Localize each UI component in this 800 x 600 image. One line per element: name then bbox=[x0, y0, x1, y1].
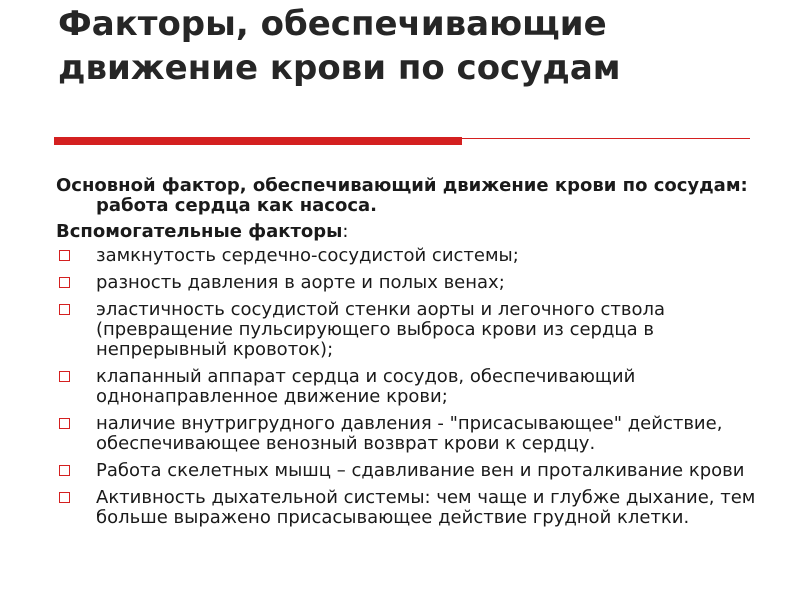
list-item bbox=[56, 246, 756, 266]
list-item-text: Активность дыхательной системы: чем чаще и глубже дыхание, тем больше выражено присасывающее действие грудной клетки. bbox=[96, 487, 756, 528]
secondary-factors-heading bbox=[56, 222, 756, 242]
list-item-text: Работа скелетных мышц – сдавливание вен и проталкивание крови bbox=[96, 460, 745, 481]
list-item-text: наличие внутригрудного давления - "присасывающее" действие, обеспечивающее венозный возврат крови к сердцу. bbox=[96, 413, 723, 454]
square-bullet-icon bbox=[59, 304, 70, 315]
list-item bbox=[56, 488, 756, 528]
square-bullet-icon bbox=[59, 492, 70, 503]
square-bullet-icon bbox=[59, 465, 70, 476]
list-item bbox=[56, 273, 756, 293]
square-bullet-icon bbox=[59, 418, 70, 429]
list-item-text: разность давления в аорте и полых венах; bbox=[96, 272, 505, 293]
list-item bbox=[56, 461, 756, 481]
list-item-text: клапанный аппарат сердца и сосудов, обеспечивающий однонаправленное движение крови; bbox=[96, 366, 636, 407]
list-item bbox=[56, 414, 756, 454]
list-item-text: эластичность сосудистой стенки аорты и легочного ствола (превращение пульсирующего выброса крови из сердца в непрерывный кровоток); bbox=[96, 299, 666, 360]
slide-body bbox=[56, 176, 756, 535]
secondary-factors-colon: : bbox=[342, 221, 349, 242]
square-bullet-icon bbox=[59, 371, 70, 382]
title-underline-thick bbox=[54, 137, 462, 145]
secondary-factors-label: Вспомогательные факторы bbox=[56, 221, 343, 242]
list-item bbox=[56, 300, 756, 360]
square-bullet-icon bbox=[59, 277, 70, 288]
factor-list bbox=[56, 246, 756, 528]
square-bullet-icon bbox=[59, 250, 70, 261]
title-underline-thin bbox=[462, 138, 750, 139]
slide-title: Факторы, обеспечивающие движение крови по сосудам bbox=[58, 4, 621, 88]
main-factor-text: Основной фактор, обеспечивающий движение крови по сосудам: работа сердца как насоса. bbox=[56, 175, 748, 216]
list-item-text: замкнутость сердечно-сосудистой системы; bbox=[96, 245, 519, 266]
list-item bbox=[56, 367, 756, 407]
